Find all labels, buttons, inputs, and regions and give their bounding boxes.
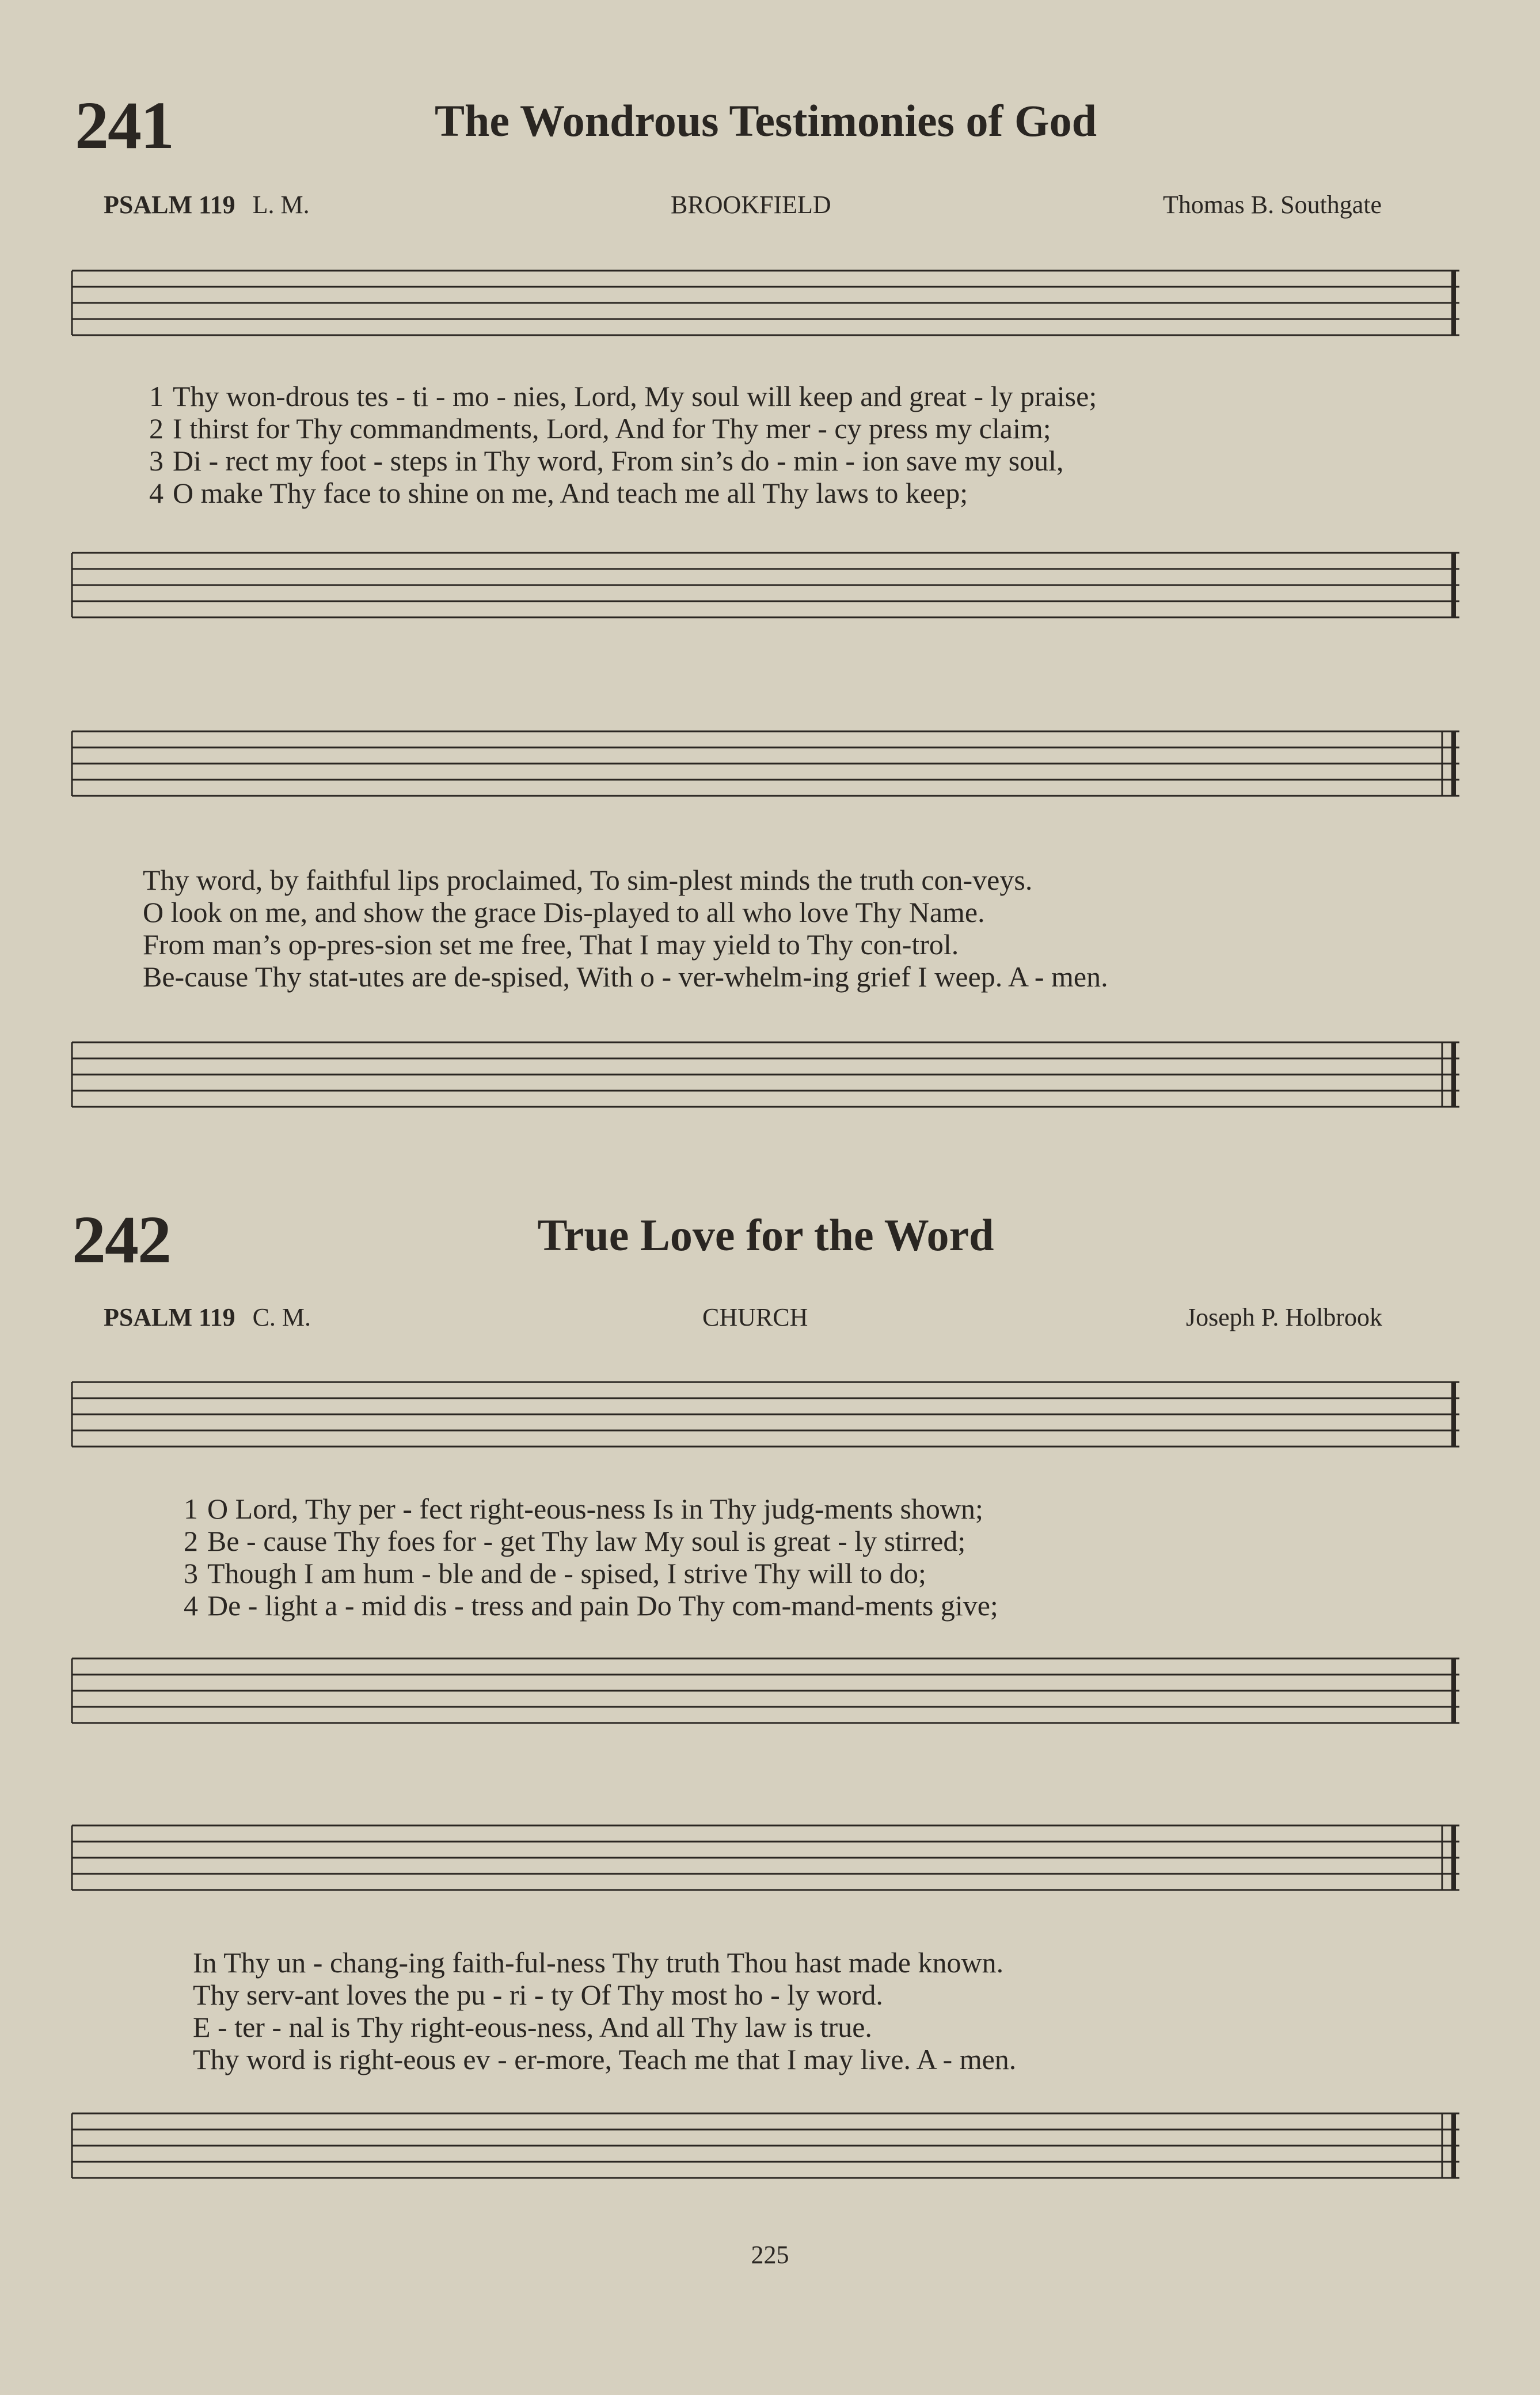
staff-lines (0, 536, 1540, 656)
verse-number: 2 (184, 1525, 198, 1557)
staff-lines (0, 1025, 1540, 1146)
hymn-242-psalm-label: PSALM 119 (104, 1303, 235, 1331)
lyric-text: De - light a - mid dis - tress and pain Do Thy com-mand-ments give; (207, 1589, 998, 1622)
verse-line: O look on me, and show the grace Dis-played to all who love Thy Name. (143, 896, 985, 928)
verse-line: Be-cause Thy stat-utes are de-spised, With o - ver-whelm-ing grief I weep. A - men. (143, 961, 1108, 993)
music-system (0, 253, 1540, 374)
verse-number: 3 (149, 445, 163, 477)
lyric-text: O make Thy face to shine on me, And teach me all Thy laws to keep; (173, 477, 968, 509)
hymn-242-title: True Love for the Word (537, 1210, 994, 1260)
hymn-242-meter: C. M. (252, 1303, 311, 1331)
hymn-241-tune: BROOKFIELD (671, 191, 831, 219)
hymn-241-psalm-label: PSALM 119 (104, 191, 235, 219)
music-system (0, 2096, 1540, 2217)
verse-number: 1 (149, 380, 163, 412)
verse-number: 2 (149, 412, 163, 445)
verse-number: 4 (184, 1589, 198, 1622)
hymn-241-number: 241 (75, 88, 173, 163)
staff-lines (0, 714, 1540, 835)
verse-line: In Thy un - chang-ing faith-ful-ness Thy truth Thou hast made known. (193, 1946, 1004, 1979)
verse-line (173, 1557, 926, 1589)
lyric-text: I thirst for Thy commandments, Lord, And for Thy mer - cy press my claim; (173, 412, 1051, 445)
lyric-text: O Lord, Thy per - fect right-eous-ness Is in Thy judg-ments shown; (207, 1493, 983, 1525)
music-system (0, 536, 1540, 656)
music-system (0, 1025, 1540, 1146)
verse-line (138, 477, 968, 509)
staff-lines (0, 1641, 1540, 1762)
hymn-241-composer: Thomas B. Southgate (1163, 191, 1382, 219)
lyric-text: Though I am hum - ble and de - spised, I strive Thy will to do; (207, 1557, 926, 1589)
hymn-242-psalm (104, 1303, 311, 1332)
verse-line (138, 380, 1097, 412)
lyric-text: Di - rect my foot - steps in Thy word, From sin’s do - min - ion save my soul, (173, 445, 1064, 477)
music-system (0, 1365, 1540, 1486)
hymn-241-meter: L. M. (252, 191, 310, 219)
verse-line (138, 412, 1051, 445)
verse-line: Thy word is right-eous ev - er-more, Teach me that I may live. A - men. (193, 2043, 1017, 2075)
hymn-242-composer: Joseph P. Holbrook (1186, 1303, 1383, 1331)
hymn-241-psalm (104, 190, 310, 219)
staff-lines (0, 2096, 1540, 2217)
lyric-text: Thy won-drous tes - ti - mo - nies, Lord, My soul will keep and great - ly praise; (173, 380, 1097, 412)
staff-lines (0, 1808, 1540, 1929)
verse-line: Thy word, by faithful lips proclaimed, To sim-plest minds the truth con-veys. (143, 864, 1033, 896)
verse-line (138, 445, 1064, 477)
hymn-242-number: 242 (72, 1202, 170, 1277)
verse-line (173, 1493, 983, 1525)
verse-line: E - ter - nal is Thy right-eous-ness, And all Thy law is true. (193, 2011, 872, 2043)
page-number: 225 (751, 2241, 789, 2269)
staff-lines (0, 253, 1540, 374)
verse-line: From man’s op-pres-sion set me free, That I may yield to Thy con-trol. (143, 928, 959, 961)
verse-number: 1 (184, 1493, 198, 1525)
music-system (0, 1641, 1540, 1762)
music-system (0, 1808, 1540, 1929)
hymn-241-title: The Wondrous Testimonies of God (434, 96, 1097, 146)
verse-line (173, 1525, 965, 1557)
verse-line: Thy serv-ant loves the pu - ri - ty Of Thy most ho - ly word. (193, 1979, 883, 2011)
verse-line (173, 1589, 998, 1622)
music-system (0, 714, 1540, 835)
verse-number: 4 (149, 477, 163, 509)
lyric-text: Be - cause Thy foes for - get Thy law My soul is great - ly stirred; (207, 1525, 966, 1557)
staff-lines (0, 1365, 1540, 1486)
verse-number: 3 (184, 1557, 198, 1589)
hymn-242-tune: CHURCH (702, 1303, 808, 1331)
